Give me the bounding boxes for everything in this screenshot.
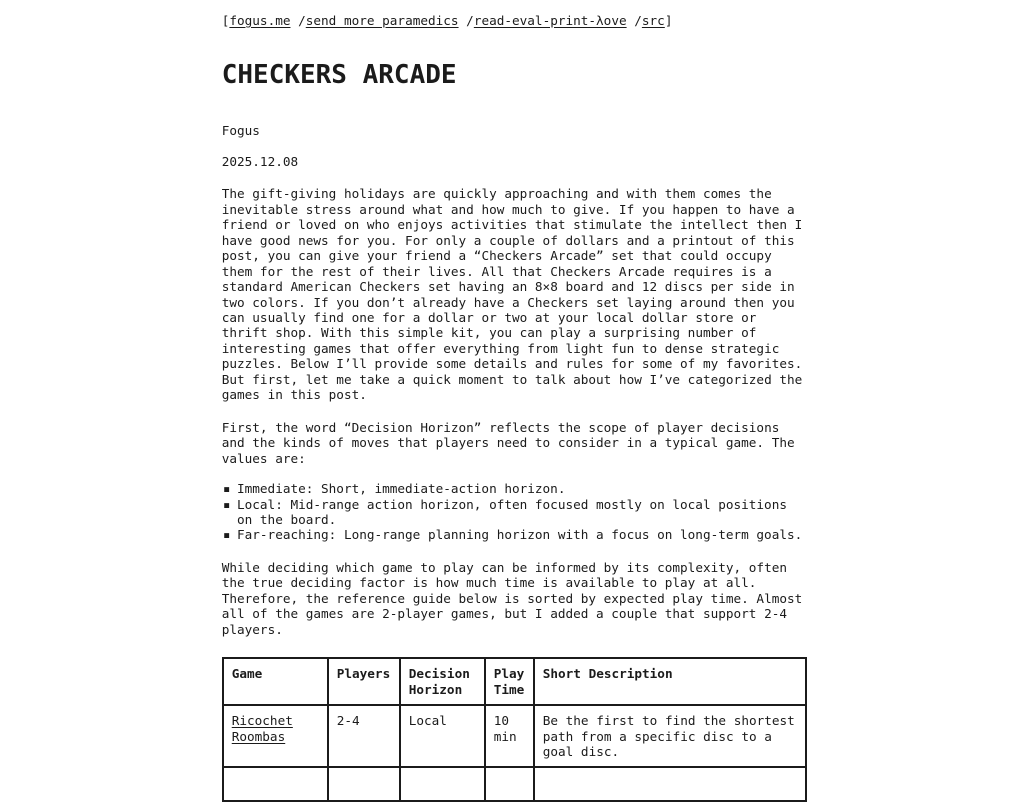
table-header-row [223,658,806,705]
column-header-players: Players [328,658,400,705]
description-cell [534,767,806,801]
nav-open-bracket: [ [221,13,230,28]
game-cell [223,767,328,801]
nav-link-src[interactable]: src [641,13,665,28]
column-header-game: Game [223,658,328,705]
game-cell [223,705,328,767]
players-cell [328,767,400,801]
page-title: CHECKERS ARCADE [221,60,457,91]
play-time-paragraph: While deciding which game to play can be informed by its complexity, often the true deciding factor is how much time is available to play at all. Therefore, the reference guide below is sorted by expected play time. Almost all of the games are 2-player games, but I added a couple that support 2-4 players. [221,559,803,637]
nav-link-send-more-paramedics[interactable]: send more paramedics [305,13,459,28]
column-header-short-description: Short Description [534,658,806,705]
decision-horizon-list [222,481,803,543]
nav-separator: / [458,13,474,28]
nav-link-read-eval-print-love[interactable]: read-eval-print-λove [473,13,627,28]
author-line: Fogus [221,123,260,139]
nav-link-fogus-me[interactable]: fogus.me [229,13,291,28]
decision-horizon-paragraph: First, the word “Decision Horizon” reflects the scope of player decisions and the kinds of moves that players need to consider in a typical game. The values are: [221,419,795,466]
games-table [222,657,807,802]
list-item-immediate: ▪ Immediate: Short, immediate-action horizon. [222,481,803,496]
description-cell: Be the first to find the shortest path from a specific disc to a goal disc. [534,705,806,767]
nav-separator: / [290,13,306,28]
intro-paragraph: The gift-giving holidays are quickly approaching and with them comes the inevitable stress around what and how much to give. If you happen to have a friend or loved on who enjoys activities that stimulate the intellect then I have good news for you. For only a couple of dollars and a printout of this post, you can give your friend a “Checkers Arcade” set that could occupy them for the rest of their lives. All that Checkers Arcade requires is a standard American Checkers set having an 8×8 board and 12 discs per side in two colors. If you don’t already have a Checkers set laying around then you can usually find one for a dollar or two at your local dollar store or thrift shop. With this simple kit, you can play a surprising number of interesting games that offer everything from light fun to dense strategic puzzles. Below I’ll provide some details and rules for some of my favorites. But first, let me take a quick moment to talk about how I’ve categorized the games in this post. [221,186,803,403]
page-content [222,0,803,802]
table-row [223,767,806,801]
column-header-play-time: Play Time [485,658,534,705]
nav-close-bracket: ] [664,13,673,28]
players-cell: 2-4 [328,705,400,767]
list-item-local: ▪ Local: Mid-range action horizon, often focused mostly on local positions on the board. [222,497,803,528]
date-line: 2025.12.08 [221,153,299,169]
game-link-ricochet-roombas[interactable]: Ricochet Roombas [231,713,293,744]
play-time-cell [485,767,534,801]
column-header-decision-horizon: Decision Horizon [400,658,485,705]
decision-horizon-cell: Local [400,705,485,767]
decision-horizon-cell [400,767,485,801]
list-item-far-reaching: ▪ Far-reaching: Long-range planning horizon with a focus on long-term goals. [222,527,803,542]
table-row [223,705,806,767]
site-nav [222,13,803,28]
nav-separator: / [626,13,642,28]
play-time-cell: 10 min [485,705,534,767]
